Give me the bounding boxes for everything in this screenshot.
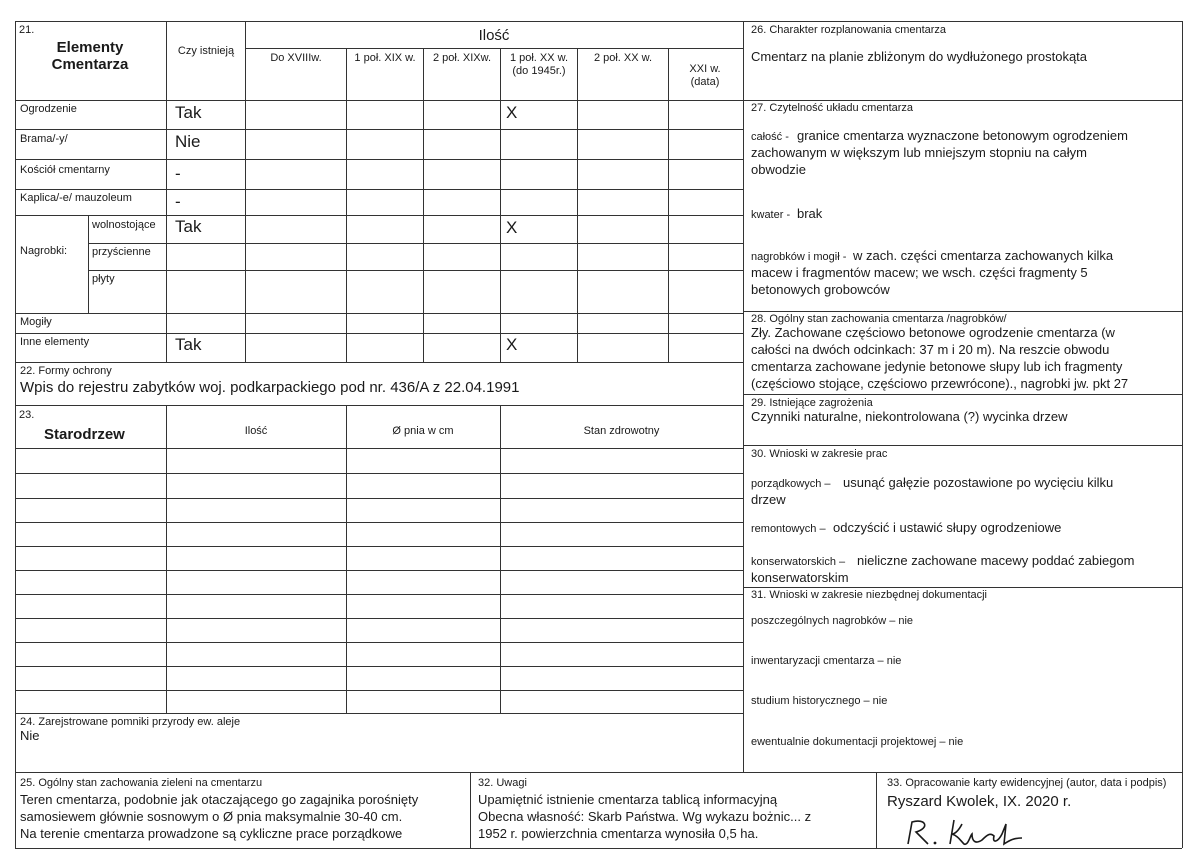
trees-col-diameter: Ø pnia w cm — [392, 425, 454, 437]
readability-key: całość - — [751, 131, 789, 143]
trees-row-rule — [15, 522, 743, 523]
border-left — [15, 21, 16, 848]
protection-bottom-rule — [15, 405, 743, 406]
elements-col-rule — [668, 48, 669, 362]
readability-line: macew i fragmentów macew; we wsch. części fragmenty 5 — [751, 265, 1088, 280]
row-label: Mogiły — [20, 316, 52, 328]
trees-row-rule — [15, 473, 743, 474]
border-right — [1182, 21, 1183, 848]
trees-col-qty: Ilość — [244, 425, 268, 437]
documentation-item: poszczególnych nagrobków – nie — [751, 615, 914, 627]
right-rule-28 — [743, 394, 1182, 395]
elements-row-rule — [15, 333, 743, 334]
elements-row-rule — [15, 159, 743, 160]
elements-col-rule — [166, 21, 167, 362]
trees-col-rule — [500, 405, 501, 713]
elements-row-rule — [88, 270, 743, 271]
exists-value: - — [175, 164, 181, 183]
trees-col-rule — [166, 405, 167, 713]
elements-row-rule — [15, 313, 743, 314]
period-header: 1 poł. XX w. (do 1945r.) — [509, 52, 569, 77]
condition-line: całości na dwóch odcinkach: 37 m i 20 m). Na reszcie obwodu — [751, 342, 1110, 357]
border-top — [15, 21, 1182, 22]
works-key: porządkowych – — [751, 478, 831, 490]
exists-value: - — [175, 192, 181, 211]
readability-line: obwodzie — [751, 162, 806, 177]
period-header: 2 poł. XX w. — [593, 52, 653, 64]
row-label: Ogrodzenie — [20, 103, 77, 115]
remarks-line: 1952 r. powierzchnia cmentarza wynosiła 0,5 ha. — [478, 826, 759, 841]
trees-row-rule — [15, 666, 743, 667]
right-rule-29 — [743, 445, 1182, 446]
period-mark: X — [506, 103, 518, 122]
elements-row-rule — [88, 243, 743, 244]
right-rule-30 — [743, 587, 1182, 588]
elements-header-rule — [15, 100, 743, 101]
readability-line: betonowych grobowców — [751, 282, 890, 297]
elements-col-rule — [500, 48, 501, 362]
author-value: Ryszard Kwolek, IX. 2020 r. — [887, 793, 1072, 810]
documentation-item: ewentualnie dokumentacji projektowej – nie — [751, 736, 964, 748]
period-header: 2 poł. XIXw. — [432, 52, 492, 64]
exists-value: Tak — [175, 217, 202, 236]
works-line: nieliczne zachowane macewy poddać zabiegom — [857, 553, 1135, 568]
elements-col-rule — [577, 48, 578, 362]
nagrobki-sub-rule — [88, 215, 89, 313]
elements-row-rule — [15, 215, 743, 216]
exists-value: Tak — [175, 103, 202, 122]
row-label: Kaplica/-e/ mauzoleum — [20, 192, 132, 204]
author-signature — [902, 814, 1042, 850]
trees-row-rule — [15, 570, 743, 571]
condition-label: 28. Ogólny stan zachowania cmentarza /nagrobków/ — [751, 313, 1007, 325]
readability-line: w zach. części cmentarza zachowanych kilka — [853, 248, 1114, 263]
threats-value: Czynniki naturalne, niekontrolowana (?) wycinka drzew — [751, 409, 1068, 424]
layout-label: 26. Charakter rozplanowania cmentarza — [751, 24, 947, 36]
period-header: 1 poł. XIX w. — [354, 52, 416, 64]
condition-line: cmentarza zachowane jedynie betonowe słupy lub ich fragmenty — [751, 359, 1123, 374]
readability-value: brak — [797, 206, 823, 221]
row-label: Brama/-y/ — [20, 133, 68, 145]
col-exists-header: Czy istnieją — [177, 45, 235, 57]
works-label: 30. Wnioski w zakresie prac — [751, 448, 888, 460]
author-label: 33. Opracowanie karty ewidencyjnej (autor, data i podpis) — [887, 777, 1167, 789]
documentation-item: studium historycznego – nie — [751, 695, 888, 707]
trees-row-rule — [15, 594, 743, 595]
bottom-col-rule — [876, 772, 877, 848]
trees-col-rule — [346, 405, 347, 713]
readability-key: kwater - — [751, 209, 791, 221]
protection-value: Wpis do rejestru zabytków woj. podkarpackiego pod nr. 436/A z 22.04.1991 — [20, 379, 520, 396]
greenery-line: Na terenie cmentarza prowadzone są cykliczne prace porządkowe — [20, 826, 403, 841]
condition-line: Zły. Zachowane częściowo betonowe ogrodzenie cmentarza (w — [751, 325, 1115, 340]
layout-value: Cmentarz na planie zbliżonym do wydłużonego prostokąta — [751, 49, 1088, 64]
readability-line: zachowanym w większym lub mniejszym stopniu na całym — [751, 145, 1087, 160]
readability-key: nagrobków i mogił - — [751, 251, 847, 263]
bottom-col-rule — [470, 772, 471, 848]
divider-bottom-section — [15, 772, 1182, 773]
readability-label: 27. Czytelność układu cmentarza — [751, 102, 914, 114]
trees-bottom-rule — [15, 713, 743, 714]
works-line: konserwatorskim — [751, 570, 849, 585]
column-divider — [743, 21, 744, 772]
condition-line: (częściowo stojące, częściowo przewrócone)., nagrobki jw. pkt 27 — [751, 376, 1129, 391]
works-value: odczyścić i ustawić słupy ogrodzeniowe — [833, 520, 1062, 535]
right-rule-26 — [743, 100, 1182, 101]
protection-label: 22. Formy ochrony — [20, 365, 112, 377]
elements-col-rule — [245, 21, 246, 362]
trees-col-health: Stan zdrowotny — [583, 425, 660, 437]
trees-row-rule — [15, 546, 743, 547]
threats-label: 29. Istniejące zagrożenia — [751, 397, 873, 409]
col-qty-header: Ilość — [478, 27, 510, 44]
documentation-item: inwentaryzacji cmentarza – nie — [751, 655, 902, 667]
period-header: Do XVIIIw. — [270, 52, 322, 64]
period-mark: X — [506, 218, 518, 237]
trees-row-rule — [15, 618, 743, 619]
remarks-line: Obecna własność: Skarb Państwa. Wg wykazu bożnic... z — [478, 809, 812, 824]
row-label: wolnostojące — [92, 219, 156, 231]
trees-header-rule — [15, 448, 743, 449]
readability-line: granice cmentarza wyznaczone betonowym ogrodzeniem — [797, 128, 1128, 143]
elements-title: Elementy Cmentarza — [51, 39, 129, 74]
row-label: Kościół cmentarny — [20, 164, 110, 176]
remarks-line: Upamiętnić istnienie cmentarza tablicą informacyjną — [478, 792, 778, 807]
trees-section-number: 23. — [19, 409, 35, 421]
nature-label: 24. Zarejstrowane pomniki przyrody ew. aleje — [20, 716, 241, 728]
right-rule-27 — [743, 311, 1182, 312]
row-label: Inne elementy — [20, 336, 90, 348]
works-key: remontowych – — [751, 523, 826, 535]
row-label: płyty — [92, 273, 115, 285]
nature-value: Nie — [20, 728, 40, 743]
works-line: usunąć gałęzie pozostawione po wycięciu kilku — [843, 475, 1114, 490]
remarks-label: 32. Uwagi — [478, 777, 527, 789]
trees-row-rule — [15, 690, 743, 691]
section-number: 21. — [19, 24, 35, 36]
elements-row-rule — [15, 189, 743, 190]
greenery-line: Teren cmentarza, podobnie jak otaczającego go zagajnika porośnięty — [20, 792, 419, 807]
nagrobki-label: Nagrobki: — [20, 245, 68, 257]
period-header: XXI w. (data) — [689, 63, 721, 88]
elements-bottom-rule — [15, 362, 743, 363]
trees-row-rule — [15, 642, 743, 643]
exists-value: Nie — [175, 132, 201, 151]
elements-col-rule — [423, 48, 424, 362]
elements-col-rule — [346, 48, 347, 362]
trees-title: Starodrzew — [44, 426, 125, 443]
documentation-label: 31. Wnioski w zakresie niezbędnej dokumentacji — [751, 589, 988, 601]
row-label: przyścienne — [92, 246, 151, 258]
works-key: konserwatorskich – — [751, 556, 846, 568]
exists-value: Tak — [175, 335, 202, 354]
elements-row-rule — [15, 129, 743, 130]
trees-row-rule — [15, 498, 743, 499]
period-mark: X — [506, 335, 518, 354]
works-line: drzew — [751, 492, 786, 507]
greenery-line: samosiewem głównie sosnowym o Ø pnia maksymalnie 30-40 cm. — [20, 809, 403, 824]
greenery-label: 25. Ogólny stan zachowania zieleni na cmentarzu — [20, 777, 263, 789]
